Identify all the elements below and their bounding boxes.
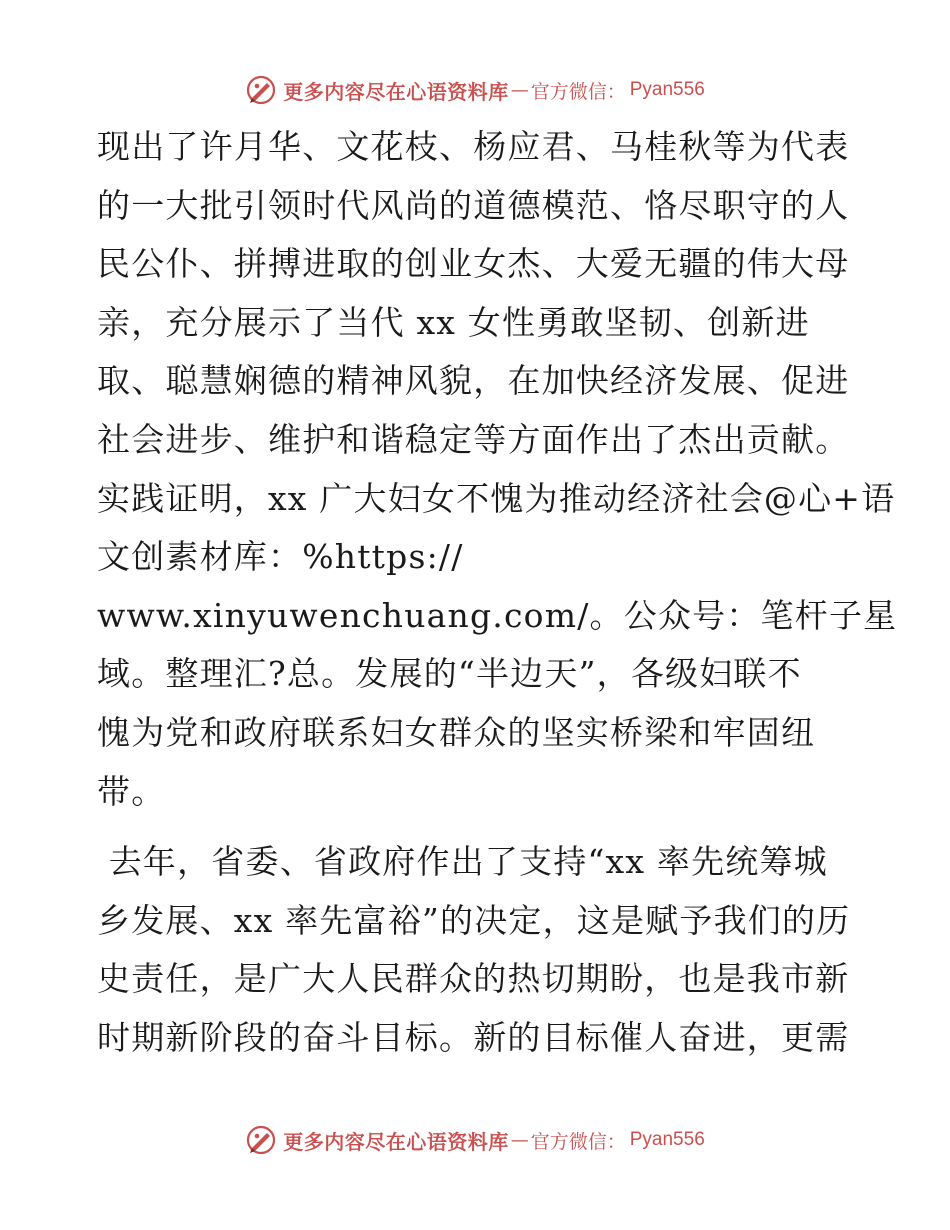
paragraph-1 [97, 118, 898, 821]
banner-dash: — [510, 79, 529, 101]
paragraph-gap [97, 821, 877, 833]
text-line: 社会进步、维护和谐稳定等方面作出了杰出贡献。 [97, 419, 850, 459]
banner-wechat-id: Pyan556 [629, 1129, 705, 1150]
text-line: 愧为党和政府联系妇女群众的坚实桥梁和牢固纽 [97, 712, 816, 752]
document-body [97, 118, 898, 1068]
banner-wechat-label: 官方微信： [530, 1130, 626, 1153]
text-line-url: www.xinyuwenchuang.com/。公众号：笔杆子星 [97, 595, 898, 635]
pen-logo-icon [245, 74, 277, 106]
banner-brand-text: 更多内容尽在心语资料库 [283, 1129, 509, 1154]
banner-wechat-label: 官方微信： [530, 80, 626, 103]
banner-wechat-id: Pyan556 [629, 79, 705, 100]
text-line: 取、聪慧娴德的精神风貌，在加快经济发展、促进 [97, 361, 850, 401]
banner-brand-text: 更多内容尽在心语资料库 [283, 79, 509, 104]
text-line: 现出了许月华、文花枝、杨应君、马桂秋等为代表 [97, 127, 850, 166]
banner-dash: — [510, 1129, 529, 1151]
text-line: 乡发展、xx 率先富裕”的决定，这是赋予我们的历 [97, 900, 851, 940]
pen-logo-icon [245, 1124, 277, 1156]
text-line: 亲，充分展示了当代 xx 女性勇敢坚韧、创新进 [97, 302, 810, 342]
footer-banner [0, 1120, 950, 1160]
header-banner [0, 70, 950, 110]
text-line: 的一大批引领时代风尚的道德模范、恪尽职守的人 [97, 185, 850, 225]
text-line: 文创素材库：%https:// [97, 537, 464, 577]
text-line: 带。 [97, 771, 166, 811]
text-line: 民公仆、拼搏进取的创业女杰、大爱无疆的伟大母 [97, 244, 850, 284]
paragraph-2 [97, 833, 877, 1067]
text-line: 实践证明，xx 广大妇女不愧为推动经济社会@心+语 [97, 478, 896, 518]
text-line: 史责任，是广大人民群众的热切期盼，也是我市新 [97, 959, 850, 999]
text-line: 去年，省委、省政府作出了支持“xx 率先统筹城 [97, 842, 828, 882]
text-line: 域。整理汇?总。发展的“半边天”，各级妇联不 [97, 654, 802, 694]
text-line: 时期新阶段的奋斗目标。新的目标催人奋进，更需 [97, 1017, 850, 1057]
